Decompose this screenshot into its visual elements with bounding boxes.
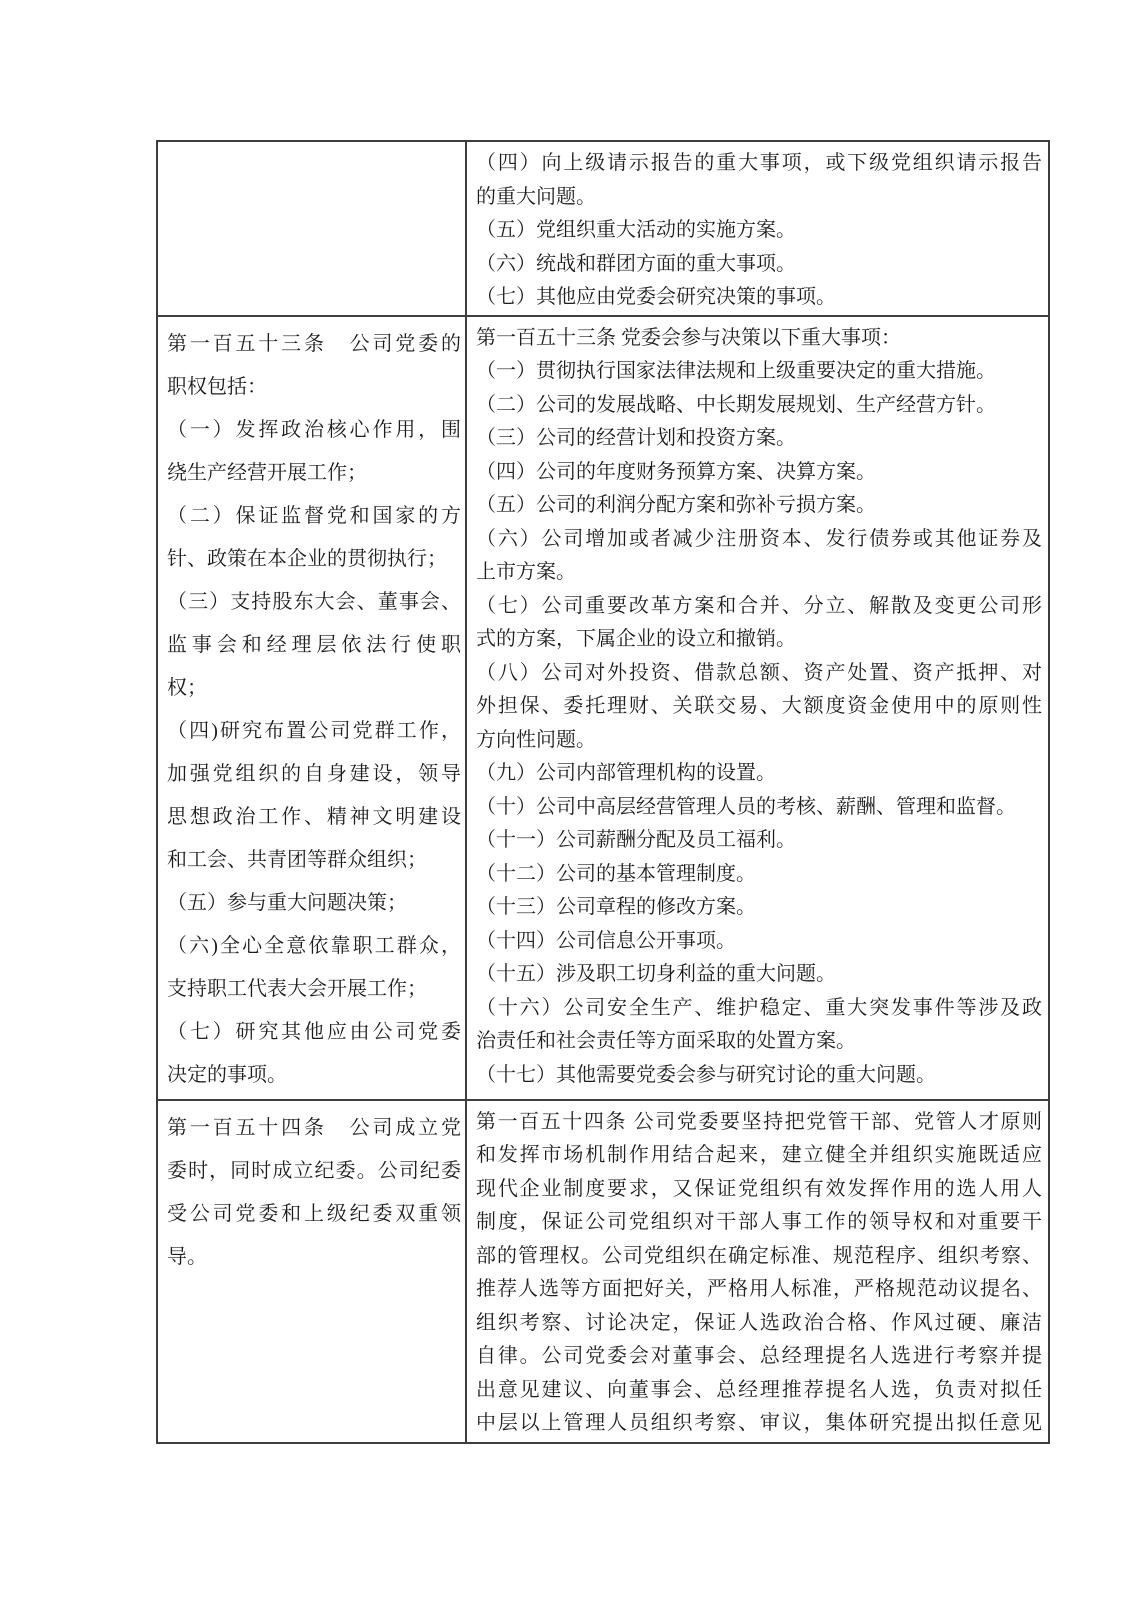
row-article-154-right-line-2: 和发挥市场机制作用结合起来，建立健全并组织实施既适应	[476, 1144, 1042, 1166]
row-article-153-left-line-3: （一）发挥政治核心作用，围	[167, 418, 461, 441]
row-article-153-left-line-13: 和工会、共青团等群众组织；	[167, 848, 427, 871]
document-table-body	[157, 141, 1049, 1443]
row-article-154-right-line-6: 推荐人选等方面把好关，严格用人标准，严格规范动议提名、	[476, 1278, 1042, 1300]
row-article-154	[157, 1100, 1049, 1443]
row-article-153-right-line-18: （十三）公司章程的修改方案。	[476, 896, 756, 918]
row-article-153-right-line-14: （九）公司内部管理机构的设置。	[476, 762, 776, 784]
row-article-153-left-line-7: （三）支持股东大会、董事会、	[167, 590, 461, 613]
row-article-154-left-line-1: 第一百五十四条 公司成立党	[167, 1116, 461, 1139]
row-items-continued-left-cell	[157, 141, 466, 316]
row-article-154-right-line-8: 自律。公司党委会对董事会、总经理提名人选进行考察并提	[476, 1345, 1042, 1367]
row-article-153-right-line-20: （十五）涉及职工切身利益的重大问题。	[476, 963, 836, 985]
row-article-153-right-cell	[466, 316, 1049, 1100]
row-article-154-right-cell	[466, 1100, 1049, 1443]
row-article-153-left-line-12: 思想政治工作、精神文明建设	[167, 805, 461, 828]
document-table	[156, 140, 1050, 1444]
row-article-154-right-line-5: 部的管理权。公司党组织在确定标准、规范程序、组织考察、	[476, 1244, 1042, 1267]
row-article-153-left-line-4: 绕生产经营开展工作；	[167, 461, 367, 484]
row-article-154-right-line-1: 第一百五十四条 公司党委要坚持把党管干部、党管人才原则	[476, 1110, 1042, 1133]
row-items-continued-right-line-2: 的重大问题。	[476, 185, 596, 208]
row-article-153-left-line-6: 针、政策在本企业的贯彻执行；	[167, 547, 447, 570]
row-article-153-right-line-13: 方向性问题。	[476, 728, 596, 751]
row-article-153-right-line-8: 上市方案。	[476, 561, 576, 583]
row-article-153-left-line-11: 加强党组织的自身建设，领导	[167, 762, 461, 785]
row-article-153	[157, 316, 1049, 1100]
row-items-continued	[157, 141, 1049, 316]
row-article-153-left-line-10: （四)研究布置公司党群工作，	[167, 719, 461, 742]
row-article-153-right-line-9: （七）公司重要改革方案和合并、分立、解散及变更公司形	[476, 594, 1042, 617]
row-article-153-right-line-19: （十四）公司信息公开事项。	[476, 929, 736, 952]
row-article-153-left-line-5: （二）保证监督党和国家的方	[167, 504, 461, 527]
row-items-continued-right-line-4: （六）统战和群团方面的重大事项。	[476, 252, 796, 275]
row-article-154-left-line-4: 导。	[167, 1245, 207, 1268]
row-article-153-left-line-8: 监事会和经理层依法行使职	[167, 633, 461, 656]
row-article-153-left-line-2: 职权包括：	[167, 375, 267, 398]
row-article-154-right-line-10: 中层以上管理人员组织考察、审议，集体研究提出拟任意见	[476, 1412, 1042, 1434]
row-article-153-right-line-6: （五）公司的利润分配方案和弥补亏损方案。	[476, 494, 876, 516]
row-article-153-right-line-1: 第一百五十三条 党委会参与决策以下重大事项：	[476, 326, 901, 349]
row-article-153-left-cell	[157, 316, 466, 1100]
row-article-153-left-line-9: 权；	[167, 676, 207, 699]
row-items-continued-right-cell	[466, 141, 1049, 316]
row-article-154-right-line-3: 现代企业制度要求，又保证党组织有效发挥作用的选人用人	[476, 1177, 1042, 1200]
row-article-153-left-line-15: （六)全心全意依靠职工群众，	[167, 934, 461, 957]
row-article-153-right-line-2: （一）贯彻执行国家法律法规和上级重要决定的重大措施。	[476, 360, 996, 382]
row-article-153-left-line-1: 第一百五十三条 公司党委的	[167, 332, 461, 355]
row-article-153-right-line-5: （四）公司的年度财务预算方案、决算方案。	[476, 460, 876, 483]
row-article-153-right-line-23: （十七）其他需要党委会参与研究讨论的重大问题。	[476, 1063, 936, 1086]
row-article-153-left-line-14: （五）参与重大问题决策；	[167, 891, 407, 914]
row-article-153-right-line-4: （三）公司的经营计划和投资方案。	[476, 427, 796, 449]
row-article-154-right-line-9: 出意见建议、向董事会、总经理推荐提名人选，负责对拟任	[476, 1378, 1042, 1401]
row-article-154-left-line-2: 委时，同时成立纪委。公司纪委	[167, 1159, 461, 1182]
row-article-154-left-line-3: 受公司党委和上级纪委双重领	[167, 1202, 461, 1225]
row-article-153-left-line-16: 支持职工代表大会开展工作；	[167, 977, 427, 1000]
row-items-continued-right-line-5: （七）其他应由党委会研究决策的事项。	[476, 286, 836, 308]
row-items-continued-right-line-3: （五）党组织重大活动的实施方案。	[476, 219, 796, 241]
row-article-154-left-cell	[157, 1100, 466, 1443]
row-article-153-right-line-21: （十六）公司安全生产、维护稳定、重大突发事件等涉及政	[476, 996, 1042, 1019]
row-article-153-right-line-16: （十一）公司薪酬分配及员工福利。	[476, 829, 796, 851]
row-items-continued-right-line-1: （四）向上级请示报告的重大事项，或下级党组织请示报告	[476, 152, 1042, 174]
row-article-153-right-line-3: （二）公司的发展战略、中长期发展规划、生产经营方针。	[476, 393, 996, 416]
row-article-153-right-line-10: 式的方案，下属企业的设立和撤销。	[476, 628, 796, 650]
row-article-153-right-line-11: （八）公司对外投资、借款总额、资产处置、资产抵押、对	[476, 661, 1042, 684]
row-article-153-right-line-15: （十）公司中高层经营管理人员的考核、薪酬、管理和监督。	[476, 795, 1016, 818]
row-article-153-right-line-22: 治责任和社会责任等方面采取的处置方案。	[476, 1030, 856, 1052]
row-article-153-right-line-17: （十二）公司的基本管理制度。	[476, 862, 756, 885]
row-article-153-left-line-17: （七）研究其他应由公司党委	[167, 1020, 461, 1043]
row-article-154-right-line-4: 制度，保证公司党组织对干部人事工作的领导权和对重要干	[476, 1211, 1042, 1233]
row-article-153-right-line-7: （六）公司增加或者减少注册资本、发行债券或其他证券及	[476, 527, 1042, 550]
row-article-153-right-line-12: 外担保、委托理财、关联交易、大额度资金使用中的原则性	[476, 695, 1042, 717]
row-article-153-left-line-18: 决定的事项。	[167, 1063, 287, 1086]
row-article-154-right-line-7: 组织考察、讨论决定，保证人选政治合格、作风过硬、廉洁	[476, 1311, 1042, 1334]
